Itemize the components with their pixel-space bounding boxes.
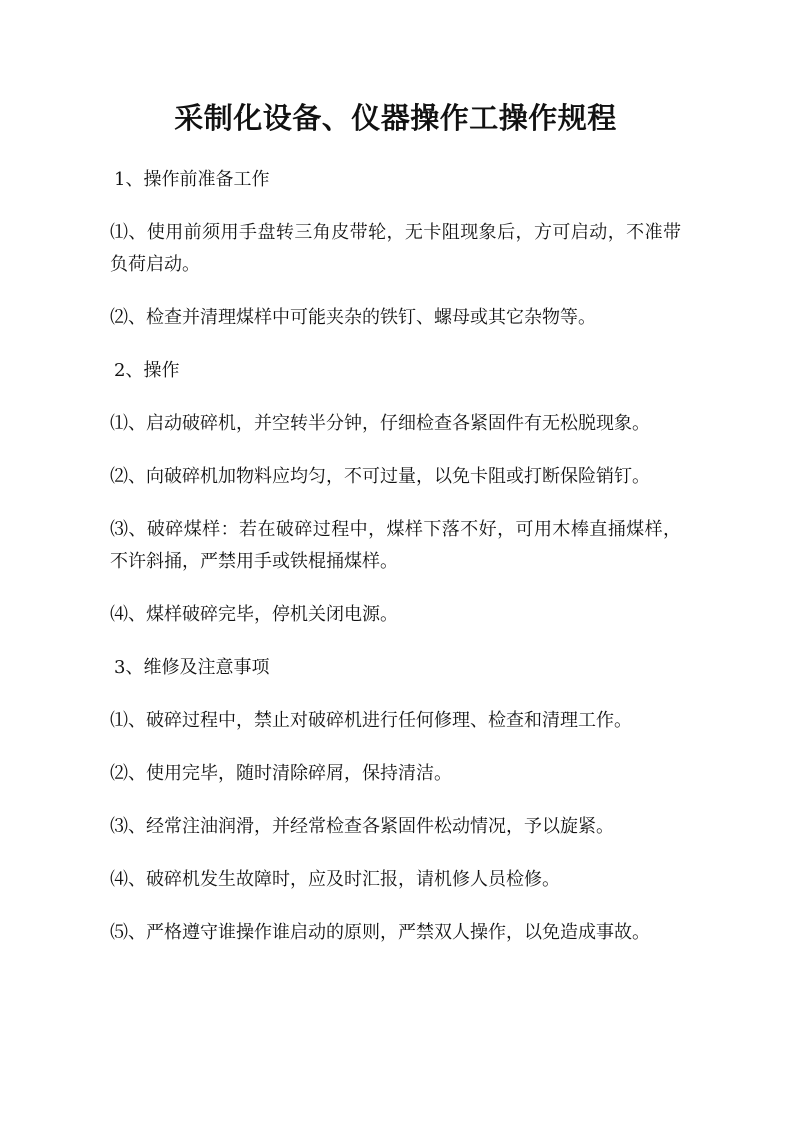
section-heading-maintenance: 3、维修及注意事项 xyxy=(114,657,270,678)
paragraph-prep-item-2: ⑵、检查并清理煤样中可能夹杂的铁钉、螺母或其它杂物等。 xyxy=(110,307,596,328)
paragraph-operation-item-1: ⑴、启动破碎机，并空转半分钟，仔细检查各紧固件有无松脱现象。 xyxy=(110,413,650,434)
paragraph-operation-item-3: ⑶、破碎煤样：若在破碎过程中，煤样下落不好，可用木棒直捅煤样，不许斜捅，严禁用手或铁棍捅煤样。 xyxy=(110,519,681,572)
paragraph-maintenance-item-4: ⑷、破碎机发生故障时，应及时汇报，请机修人员检修。 xyxy=(110,869,560,890)
paragraph-operation-item-4: ⑷、煤样破碎完毕，停机关闭电源。 xyxy=(110,604,398,625)
section-heading-operation: 2、操作 xyxy=(114,360,180,381)
section-heading-preparation: 1、操作前准备工作 xyxy=(114,169,270,190)
document-body xyxy=(110,164,681,949)
paragraph-operation-item-2: ⑵、向破碎机加物料应均匀，不可过量，以免卡阻或打断保险销钉。 xyxy=(110,466,650,487)
paragraph-maintenance-item-5: ⑸、严格遵守谁操作谁启动的原则，严禁双人操作，以免造成事故。 xyxy=(110,922,650,943)
paragraph-prep-item-1: ⑴、使用前须用手盘转三角皮带轮，无卡阻现象后，方可启动，不准带负荷启动。 xyxy=(110,222,681,275)
document-title: 采制化设备、仪器操作工操作规程 xyxy=(174,101,617,135)
paragraph-maintenance-item-2: ⑵、使用完毕，随时清除碎屑，保持清洁。 xyxy=(110,763,452,784)
paragraph-maintenance-item-1: ⑴、破碎过程中，禁止对破碎机进行任何修理、检查和清理工作。 xyxy=(110,710,632,731)
paragraph-maintenance-item-3: ⑶、经常注油润滑，并经常检查各紧固件松动情况，予以旋紧。 xyxy=(110,816,614,837)
